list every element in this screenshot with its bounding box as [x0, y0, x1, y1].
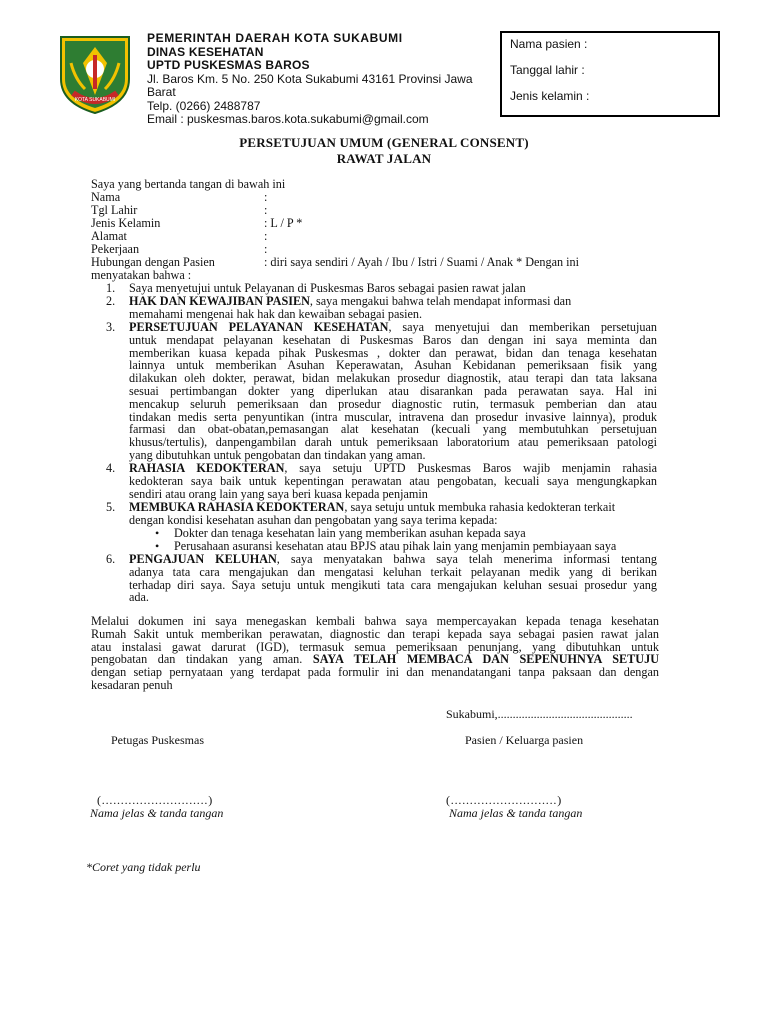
item-text-run: , saya setuju untuk membuka rahasia kedokteran terkait	[344, 500, 616, 514]
item-heading: MEMBUKA RAHASIA KEDOKTERAN	[129, 500, 345, 514]
field-value: :	[264, 190, 268, 204]
bullet-dot: •	[155, 526, 160, 540]
closing-line: atau instalasi gawat darurat (IGD), termasuk semua pemeriksaan penunjang, yang dibutuhkan untuk	[91, 639, 659, 654]
item-line: khusus/tertulis), danpengambilan darah untuk pemeriksaan laboratorium atau pemeriksaan patologi	[129, 435, 657, 450]
item-heading: RAHASIA KEDOKTERAN	[129, 461, 285, 475]
field-value: : diri saya sendiri / Ayah / Ibu / Istri / Suami / Anak * Dengan ini	[264, 255, 580, 269]
closing-line: Rumah Sakit untuk memberikan perawatan, diagnostic dan terapi kepada saya sebagai pasien rawat jalan	[91, 626, 659, 641]
item-line: dilakukan oleh dokter, perawat, bidan melakukan prosedur diagnostik, atau terapi dan tata laksana	[129, 371, 657, 386]
item-line: terhadap diri saya. Saya setuju untuk mengikuti tata cara mengajukan keluhan sesuai prosedur yang	[129, 577, 657, 592]
address-line-1: Jl. Baros Km. 5 No. 250 Kota Sukabumi 43161 Provinsi Jawa	[147, 71, 473, 86]
item-line: memberikan kuasa kepada pihak Puskesmas , dokter dan perawat, bidan dan tenaga kesehatan	[129, 345, 657, 360]
item-line: adanya tata cara mengajukan dan mengatasi keluhan terkait pelayanan medik yang di berikan	[129, 564, 657, 579]
sukabumi-city-emblem	[55, 33, 135, 115]
item-line: sesuai pertimbangan dokter yang diperlukan atau disarankan pada perawatan saya. Hal ini	[129, 383, 657, 398]
item-text: Saya menyetujui untuk Pelayanan di Puskesmas Baros sebagai pasien rawat jalan	[129, 281, 526, 295]
item-text: memahami mengenai hak hak dan kewaiban sebagai pasien.	[129, 307, 423, 321]
field-label: Hubungan dengan Pasien	[91, 255, 215, 269]
item-text	[129, 501, 615, 514]
item-number: 4.	[106, 461, 116, 475]
item-line: mencakup seluruh pemeriksaan dan prosedur diagnostic rutin, termasuk pemberian dan atau	[129, 396, 657, 411]
item-line: kedokteran saya baik untuk kepentingan perawatan atau pengobatan, kecuali saya mengungkapkan	[129, 473, 657, 488]
field-label: Pekerjaan	[91, 242, 140, 256]
field-label: Alamat	[91, 229, 127, 243]
item-line: untuk mendapat pelayanan kesehatan di Puskesmas Baros dan dengan ini saya meminta dan	[129, 332, 657, 347]
item-line: farmasi dan obat-obatan,pemasangan alat kesehatan (kecuali yang membutuhkan persetujuan	[129, 422, 657, 437]
field-value: :	[264, 229, 268, 243]
patient-signature-caption: Nama jelas & tanda tangan	[449, 806, 583, 820]
item-heading: PERSETUJUAN PELAYANAN KESEHATAN	[129, 320, 389, 334]
item-line: tindakan medis serta penyuntikan (intra muscular, intravena dan prosedur invasive lainnya), produk	[129, 409, 657, 424]
patient-id-box	[500, 31, 720, 117]
closing-line: kesadaran penuh	[91, 677, 173, 692]
email: Email : puskesmas.baros.kota.sukabumi@gmail.com	[147, 112, 429, 126]
closing-line: Melalui dokumen ini saya menegaskan kembali bahwa saya mempercayakan kepada tenaga kesehatan	[91, 614, 659, 628]
closing-line: dengan setiap pernyataan yang terdapat pada formulir ini dan menandatangani tanpa paksaan dan dengan	[91, 665, 659, 680]
field-value: : L / P *	[264, 216, 303, 230]
field-label: Tgl Lahir	[91, 203, 138, 217]
patient-dob-label: Tanggal lahir :	[510, 63, 585, 77]
patient-name-label: Nama pasien :	[510, 37, 588, 51]
bullet-dot: •	[155, 539, 160, 553]
svg-text:KOTA SUKABUMI: KOTA SUKABUMI	[74, 97, 116, 103]
sub-item-text: Dokter dan tenaga kesehatan lain yang memberikan asuhan kepada saya	[174, 526, 526, 540]
item-line	[129, 462, 657, 475]
item-text-block	[129, 553, 657, 604]
item-text-run: , saya menyetujui dan memberikan persetujuan	[388, 320, 657, 334]
intro-text: Saya yang bertanda tangan di bawah ini	[91, 177, 286, 191]
patient-role: Pasien / Keluarga pasien	[465, 733, 584, 747]
officer-signature-blank: (............................)	[97, 793, 213, 807]
item-line: sendiri atau orang lain yang saya beri kuasa kepada penjamin	[129, 486, 428, 501]
field-label: Jenis Kelamin	[91, 216, 161, 230]
place-date: Sukabumi,.............................................	[446, 707, 633, 721]
item-line: ada.	[129, 590, 149, 605]
item-text-block	[129, 462, 657, 500]
officer-signature-caption: Nama jelas & tanda tangan	[90, 806, 224, 820]
item-number: 5.	[106, 500, 116, 514]
dept-name: DINAS KESEHATAN	[147, 44, 264, 59]
patient-signature-blank: (............................)	[446, 793, 562, 807]
closing-run: pengobatan dan tindakan yang aman.	[91, 652, 313, 667]
letterhead	[147, 32, 497, 127]
item-text: dengan kondisi kesehatan asuhan dan pengobatan yang saya terima kepada:	[129, 513, 498, 527]
field-value: :	[264, 242, 268, 256]
item-text-block	[129, 321, 657, 462]
unit-name: UPTD PUSKESMAS BAROS	[147, 58, 310, 72]
item-heading: HAK DAN KEWAJIBAN PASIEN	[129, 294, 310, 308]
item-number: 1.	[106, 281, 116, 295]
officer-role: Petugas Puskesmas	[111, 733, 204, 747]
item-text-run: , saya menyatakan bahwa saya telah menerima informasi tentang	[276, 552, 657, 566]
item-text-run: , saya mengakui bahwa telah mendapat informasi dan	[309, 294, 572, 308]
doc-subtitle: RAWAT JALAN	[336, 151, 432, 166]
item-line	[129, 321, 657, 334]
item-number: 3.	[106, 320, 116, 334]
item-text	[129, 295, 571, 308]
item-text-run: , saya setuju UPTD Puskesmas Baros wajib menjamin rahasia	[284, 461, 657, 475]
item-line: lainnya untuk memberikan Asuhan Keperawatan, Asuhan Kebidanan pemeriksaan fisik yang	[129, 358, 657, 373]
footnote: *Coret yang tidak perlu	[86, 860, 201, 874]
item-number: 2.	[106, 294, 116, 308]
patient-gender-label: Jenis kelamin :	[510, 89, 590, 103]
doc-title: PERSETUJUAN UMUM (GENERAL CONSENT)	[239, 135, 529, 150]
gov-name: PEMERINTAH DAERAH KOTA SUKABUMI	[147, 31, 403, 45]
field-label: Nama	[91, 190, 121, 204]
phone: Telp. (0266) 2488787	[147, 98, 261, 113]
item-line	[129, 553, 657, 566]
sub-item-text: Perusahaan asuransi kesehatan atau BPJS atau pihak lain yang menjamin pembiayaan saya	[174, 539, 617, 553]
field-value: :	[264, 203, 268, 217]
closing-paragraph	[91, 615, 659, 692]
item-line: yang dibutuhkan untuk pengobatan dan tindakan yang aman.	[129, 447, 426, 462]
item-heading: PENGAJUAN KELUHAN	[129, 552, 277, 566]
declaration-lead: menyatakan bahwa :	[91, 268, 192, 282]
item-number: 6.	[106, 552, 116, 566]
closing-emphasis: SAYA TELAH MEMBACA DAN SEPENUHNYA SETUJU	[312, 652, 659, 667]
address-line-2: Barat	[147, 85, 176, 99]
